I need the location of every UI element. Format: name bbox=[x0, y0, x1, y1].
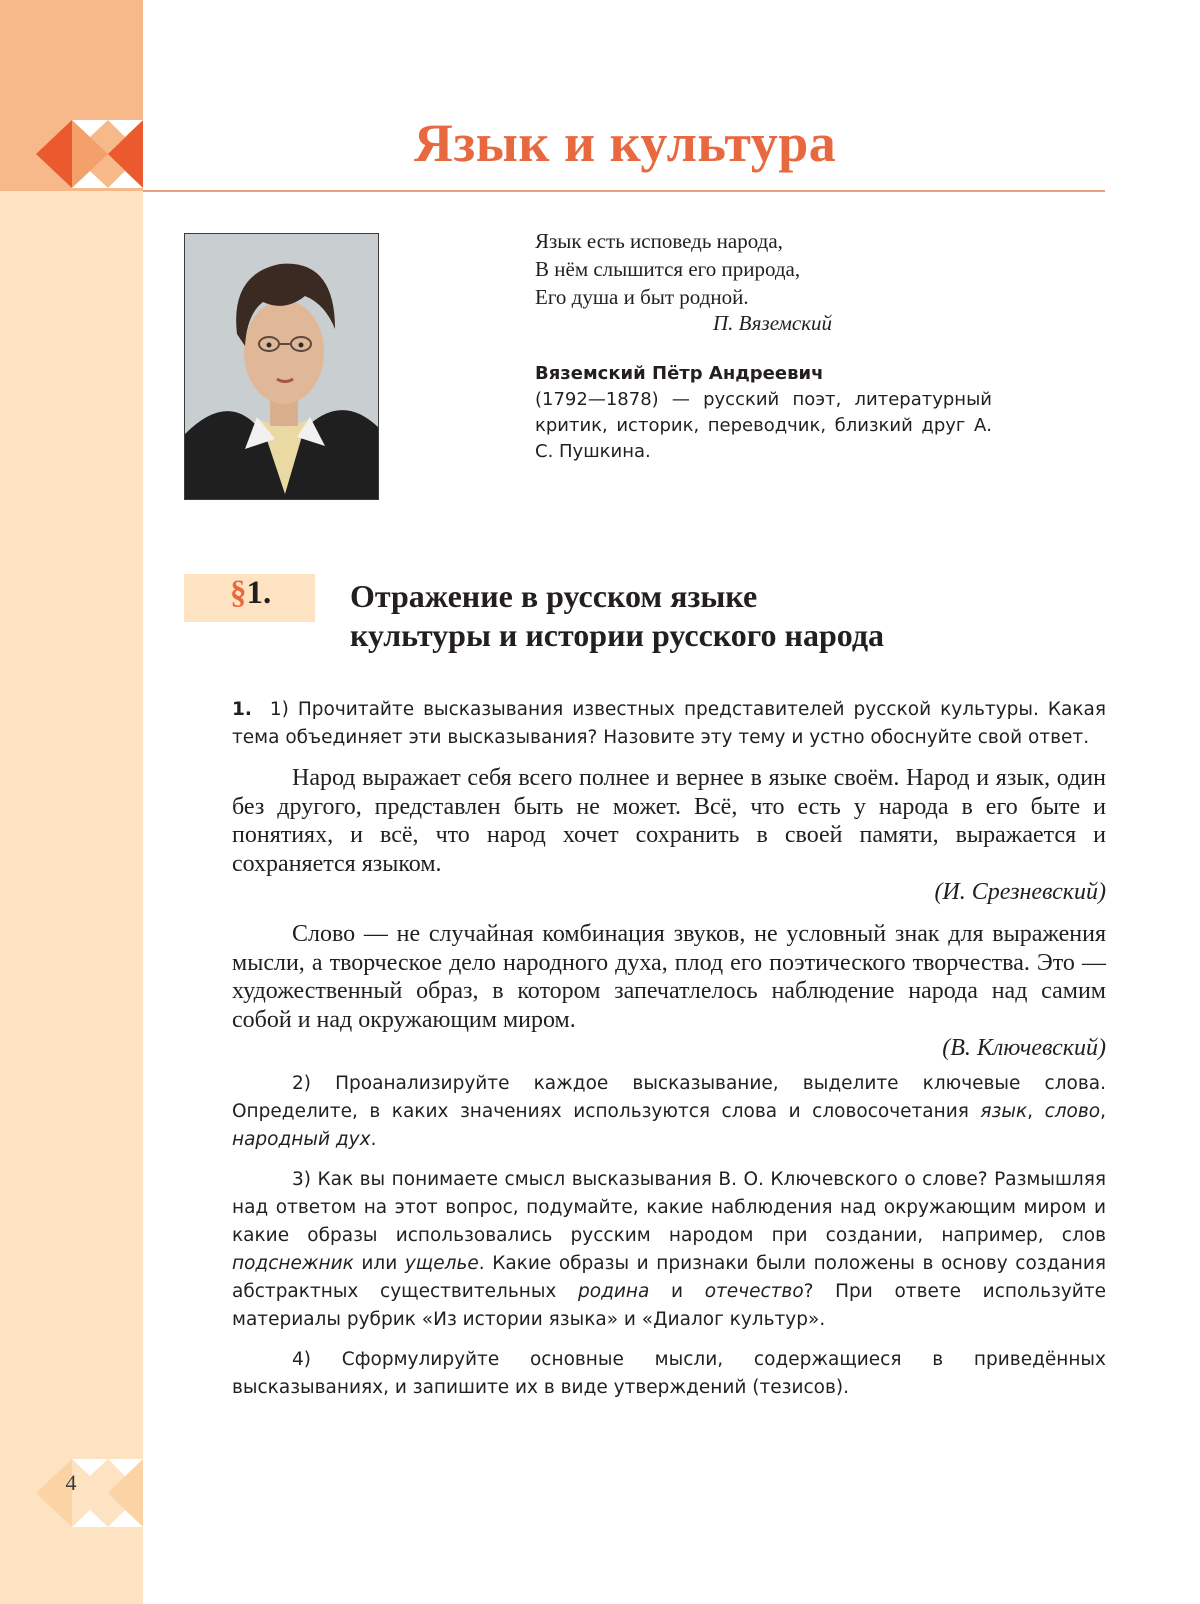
task-text: или bbox=[353, 1253, 405, 1274]
epigraph-line: Его душа и быт родной. bbox=[535, 285, 749, 309]
section-number-value: 1. bbox=[246, 575, 272, 611]
task-text: 2) Проанализируйте каждое высказывание, выделите ключевые слова. Определите, в каких значениях используются слова и словосочетания bbox=[232, 1073, 1106, 1122]
term: подснежник bbox=[232, 1253, 354, 1274]
task-part-1 bbox=[232, 696, 1106, 752]
epigraph-line: В нём слышится его природа, bbox=[535, 257, 801, 281]
term: народный дух bbox=[232, 1129, 371, 1150]
quote-author-sreznevsky: (И. Срезневский) bbox=[934, 879, 1106, 905]
term: язык bbox=[980, 1101, 1028, 1122]
section-title-line: культуры и истории русского народа bbox=[350, 617, 885, 653]
section-title-line: Отражение в русском языке bbox=[350, 578, 758, 614]
term: отечество bbox=[704, 1281, 804, 1302]
section-sign: § bbox=[230, 575, 247, 611]
chapter-ornament bbox=[0, 117, 143, 191]
portrait-image bbox=[184, 233, 379, 500]
exercise-1 bbox=[232, 696, 1106, 1402]
task-text: , bbox=[1027, 1101, 1045, 1122]
quote-author-klyuchevsky: (В. Ключевский) bbox=[942, 1035, 1106, 1061]
section-title bbox=[350, 577, 884, 655]
exercise-number: 1. bbox=[232, 699, 252, 720]
task-text: . Какие образы и признаки были положены в основу создания абстрактных существительных bbox=[232, 1253, 1106, 1302]
epigraph bbox=[535, 227, 800, 311]
task-part-3 bbox=[232, 1166, 1106, 1334]
task-part-4: 4) Сформулируйте основные мысли, содержащиеся в приведённых высказываниях, и запишите их в виде утверждений (тезисов). bbox=[232, 1349, 1106, 1398]
task-text: 3) Как вы понимаете смысл высказывания В. О. Ключевского о слове? Размышляя над ответом на этот вопрос, подумайте, какие наблюдения над окружающим миром и какие образы использовались русским народом при создании, например, слов bbox=[232, 1169, 1106, 1246]
term: слово bbox=[1044, 1101, 1101, 1122]
bio-name: Вяземский Пётр Андреевич bbox=[535, 363, 824, 384]
task-text: 1) Прочитайте высказывания известных представителей русской культуры. Какая тема объединяет эти высказывания? Назовите эту тему и устно обоснуйте свой ответ. bbox=[232, 699, 1106, 748]
quote-sreznevsky: Народ выражает себя всего полнее и вернее в языке своём. Народ и язык, один без другого, представлен быть не может. Всё, что есть у народа в его быте и понятиях, и всё, что народ хочет сохранить в своей памяти, выражается и сохраняется языком. bbox=[232, 765, 1106, 877]
task-text: , bbox=[1100, 1101, 1106, 1122]
biography bbox=[535, 361, 992, 465]
task-text: ? При ответе используйте материалы рубрик «Из истории языка» и «Диалог культур». bbox=[232, 1281, 1106, 1330]
page-number: 4 bbox=[65, 1470, 77, 1495]
term: ущелье bbox=[404, 1253, 479, 1274]
task-text: . bbox=[370, 1129, 377, 1150]
page-sidebar bbox=[0, 0, 143, 1604]
task-text: и bbox=[649, 1281, 705, 1302]
epigraph-line: Язык есть исповедь народа, bbox=[535, 229, 783, 253]
section-number bbox=[230, 575, 271, 612]
chapter-title: Язык и культура bbox=[414, 113, 837, 173]
quote-klyuchevsky: Слово — не случайная комбинация звуков, не условный знак для выражения мысли, а творческое дело народного духа, плод его поэтического творчества. Это — художественный образ, в котором запечатлелось наблюдение народа над самим собой и над окружающим миром. bbox=[232, 921, 1106, 1033]
epigraph-author: П. Вяземский bbox=[713, 311, 833, 335]
task-part-2 bbox=[232, 1070, 1106, 1154]
bio-text: (1792—1878) — русский поэт, литературный критик, историк, переводчик, близкий друг А. С. Пушкина. bbox=[535, 389, 992, 462]
term: родина bbox=[578, 1281, 650, 1302]
title-divider bbox=[143, 190, 1105, 192]
